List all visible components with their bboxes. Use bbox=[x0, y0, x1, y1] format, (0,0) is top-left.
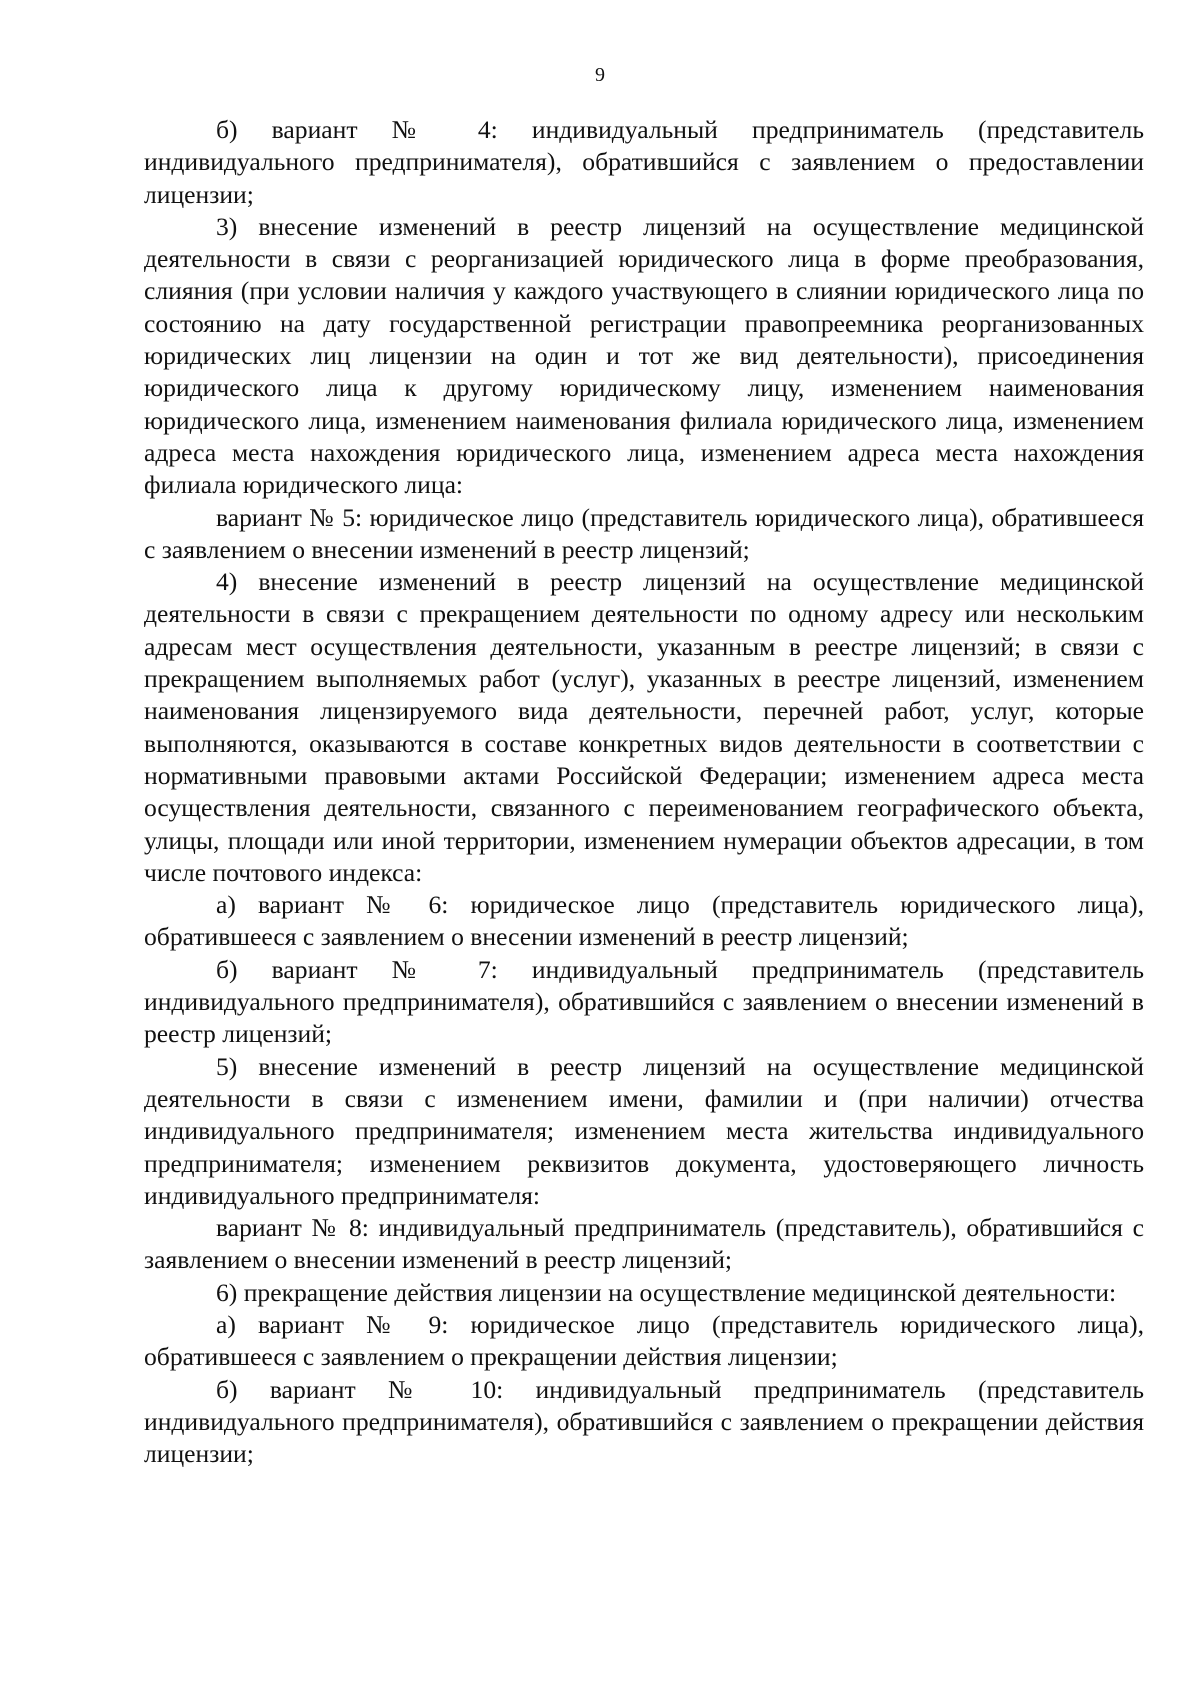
paragraph-variant-6: а) вариант № 6: юридическое лицо (представитель юридического лица), обратившееся с заявлением о внесении изменений в реестр лицензий; bbox=[144, 890, 1144, 952]
paragraph-item-4: 4) внесение изменений в реестр лицензий на осуществление медицинской деятельности в связи с прекращением деятельности по одному адресу или нескольким адресам мест осуществления деятельности, указанным в реестре лицензий; в связи с прекращением выполняемых работ (услуг), указанных в реестре лицензий, изменением наименования лицензируемого вида деятельности, перечней работ, услуг, которые выполняются, оказываются в составе конкретных видов деятельности в соответствии с нормативными правовыми актами Российской Федерации; изменением адреса места осуществления деятельности, связанного с переименованием географического объекта, улицы, площади или иной территории, изменением нумерации объектов адресации, в том числе почтового индекса: bbox=[144, 567, 1144, 887]
paragraph-variant-4: б) вариант № 4: индивидуальный предприниматель (представитель индивидуального предпринимателя), обратившийся с заявлением о предоставлении лицензии; bbox=[144, 115, 1144, 209]
paragraph-variant-7: б) вариант № 7: индивидуальный предприниматель (представитель индивидуального предпринимателя), обратившийся с заявлением о внесении изменений в реестр лицензий; bbox=[144, 954, 1144, 1049]
paragraph-item-5: 5) внесение изменений в реестр лицензий на осуществление медицинской деятельности в связи с изменением имени, фамилии и (при наличии) отчества индивидуального предпринимателя; изменением места жительства индивидуального предпринимателя; изменением реквизитов документа, удостоверяющего личность индивидуального предпринимателя: bbox=[144, 1051, 1144, 1210]
paragraph-variant-9: а) вариант № 9: юридическое лицо (представитель юридического лица), обратившееся с заявлением о прекращении действия лицензии; bbox=[144, 1309, 1144, 1372]
paragraph-variant-10: б) вариант № 10: индивидуальный предприниматель (представитель индивидуального предпринимателя), обратившийся с заявлением о прекращении действия лицензии; bbox=[144, 1374, 1144, 1469]
paragraph-item-6: 6) прекращение действия лицензии на осуществление медицинской деятельности: bbox=[216, 1277, 1117, 1307]
paragraph-variant-8: вариант № 8: индивидуальный предприниматель (представитель), обратившийся с заявлением о внесении изменений в реестр лицензий; bbox=[144, 1213, 1144, 1275]
paragraph-item-3: 3) внесение изменений в реестр лицензий на осуществление медицинской деятельности в связи с реорганизацией юридического лица в форме преобразования, слияния (при условии наличия у каждого участвующего в слиянии юридического лица по состоянию на дату государственной регистрации правопреемника реорганизованных юридических лиц лицензии на один и тот же вид деятельности), присоединения юридического лица к другому юридическому лицу, изменением наименования юридического лица, изменением наименования филиала юридического лица, изменением адреса места нахождения юридического лица, изменением адреса места нахождения филиала юридического лица: bbox=[144, 211, 1144, 500]
document-body bbox=[144, 114, 1144, 1470]
paragraph-variant-5: вариант № 5: юридическое лицо (представитель юридического лица), обратившееся с заявлением о внесении изменений в реестр лицензий; bbox=[144, 502, 1144, 564]
page-number: 9 bbox=[595, 64, 605, 86]
